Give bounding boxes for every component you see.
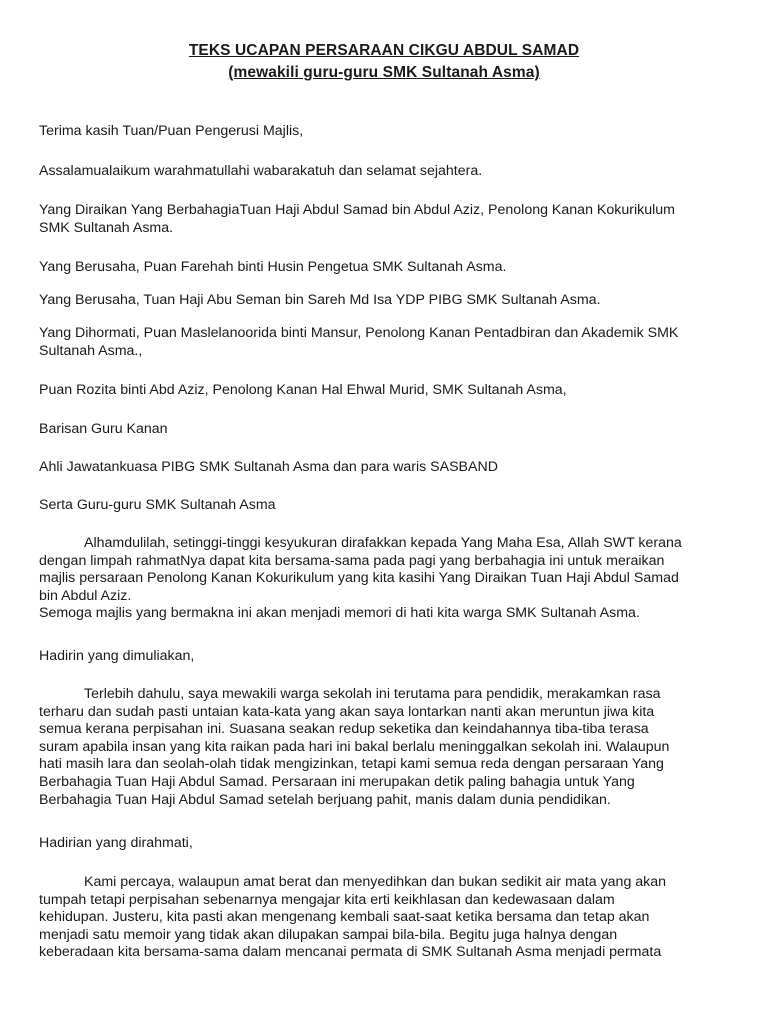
paragraph-line: Berbahagia Tuan Haji Abdul Samad. Persaraan ini merupakan detik paling bahagia untuk Yang <box>39 773 635 790</box>
salutation-greeting: Assalamualaikum warahmatullahi wabarakatuh dan selamat sejahtera. <box>39 163 483 179</box>
salutation-line: Yang Dihormati, Puan Maslelanoorida binti Mansur, Penolong Kanan Pentadbiran dan Akademik SMK <box>39 325 679 341</box>
paragraph-line: Alhamdulilah, setinggi-tinggi kesyukuran dirafakkan kepada Yang Maha Esa, Allah SWT kerana <box>84 535 682 551</box>
paragraph-line: Berbahagia Tuan Haji Abdul Samad setelah berjuang pahit, manis dalam dunia pendidikan. <box>39 791 611 808</box>
paragraph-line: terharu dan sudah pasti untaian kata-kata yang akan saya lontarkan nanti akan meruntun jiwa kita <box>39 703 655 720</box>
paragraph-line: dengan limpah rahmatNya dapat kita bersama-sama pada pagi yang berbahagia ini untuk meraikan <box>39 552 665 569</box>
salutation-chair: Terima kasih Tuan/Puan Pengerusi Majlis, <box>39 123 304 139</box>
paragraph-line: kehidupan. Justeru, kita pasti akan mengenang kembali saat-saat ketika bersama dan tetap akan <box>39 909 650 926</box>
paragraph-line: suram apabila insan yang kita raikan pada hari ini bakal berlalu meninggalkan sekolah ini. Walaupun <box>39 738 670 755</box>
salutation-honoree <box>39 202 739 237</box>
salutation-line: SMK Sultanah Asma. <box>39 219 174 236</box>
paragraph-line: hati masih lara dan seolah-olah tidak mengizinkan, tetapi kami semua reda dengan persaraan Yang <box>39 756 664 773</box>
paragraph-line: bin Abdul Aziz. <box>39 587 132 604</box>
paragraph-line: menjadi satu memoir yang tidak akan dilupakan sampai bila-bila. Begitu juga halnya dengan <box>39 926 618 943</box>
salutation-line: Yang Diraikan Yang BerbahagiaTuan Haji Abdul Samad bin Abdul Aziz, Penolong Kanan Kokurikulum <box>39 202 675 218</box>
paragraph-farewell <box>39 686 739 809</box>
salutation-teachers: Serta Guru-guru SMK Sultanah Asma <box>39 497 276 513</box>
salutation-student-affairs: Puan Rozita binti Abd Aziz, Penolong Kanan Hal Ehwal Murid, SMK Sultanah Asma, <box>39 382 567 398</box>
salutation-pibg-chair: Yang Berusaha, Tuan Haji Abu Seman bin Sareh Md Isa YDP PIBG SMK Sultanah Asma. <box>39 292 601 308</box>
paragraph-line: tumpah tetapi perpisahan sebenarnya mengajar kita erti keikhlasan dan kedewasaan dalam <box>39 891 615 908</box>
paragraph-line: keberadaan kita bersama-sama dalam mencanai permata di SMK Sultanah Asma menjadi permata <box>39 944 662 961</box>
address-hadirian: Hadirian yang dirahmati, <box>39 835 193 851</box>
paragraph-line: majlis persaraan Penolong Kanan Kokurikulum yang kita kasihi Yang Diraikan Tuan Haji Abdul Samad <box>39 570 679 587</box>
paragraph-opening <box>39 535 739 623</box>
salutation-admin <box>39 325 739 360</box>
paragraph-line: Terlebih dahulu, saya mewakili warga sekolah ini terutama para pendidik, merakamkan rasa <box>84 686 661 702</box>
paragraph-line: semua kerana perpisahan ini. Suasana seakan redup seketika dan keindahannya tiba-tiba terasa <box>39 721 649 738</box>
title-block <box>0 40 768 84</box>
paragraph-line: Semoga majlis yang bermakna ini akan menjadi memori di hati kita warga SMK Sultanah Asma. <box>39 605 640 622</box>
salutation-pibg-committee: Ahli Jawatankuasa PIBG SMK Sultanah Asma dan para waris SASBAND <box>39 459 498 475</box>
salutation-line: Sultanah Asma., <box>39 342 143 359</box>
document-subtitle: (mewakili guru-guru SMK Sultanah Asma) <box>228 64 540 81</box>
paragraph-line: Kami percaya, walaupun amat berat dan menyedihkan dan bukan sedikit air mata yang akan <box>84 874 667 890</box>
paragraph-memories <box>39 874 739 962</box>
address-hadirin: Hadirin yang dimuliakan, <box>39 648 195 664</box>
document-title: TEKS UCAPAN PERSARAAN CIKGU ABDUL SAMAD <box>188 42 580 59</box>
salutation-senior-teachers: Barisan Guru Kanan <box>39 421 168 437</box>
salutation-principal: Yang Berusaha, Puan Farehah binti Husin Pengetua SMK Sultanah Asma. <box>39 259 507 275</box>
